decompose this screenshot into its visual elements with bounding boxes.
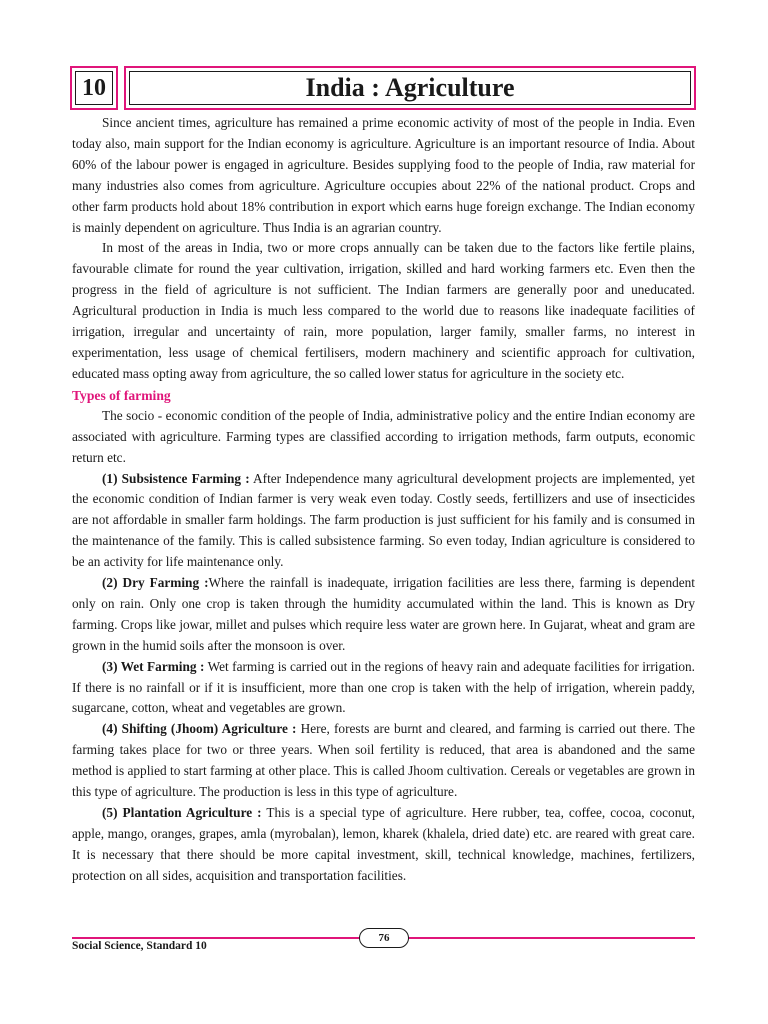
footer-book-title: Social Science, Standard 10 <box>72 940 207 952</box>
farming-type-text: Where the rainfall is inadequate, irrigation facilities are less there, farming is dependent only on rain. Only one crop is taken through the humidity accumulated within the land. This is known as Dry farming. Crops like jowar, millet and pulses which require less water are grown here. In Gujarat, wheat and gram are grown in the humid soils after the monsoon is over. <box>72 575 695 653</box>
chapter-header <box>70 66 698 112</box>
page-footer <box>72 928 695 968</box>
farming-type-text: Here, forests are burnt and cleared, and farming is carried out there. The farming takes place for two or three years. When soil fertility is reduced, that area is abandoned and the same method is applied to start farming at other place. This is called Jhoom cultivation. Cereals or vegetables are grown in this type of agriculture. The production is less in this type of agriculture. <box>72 721 695 800</box>
intro-paragraph-1: Since ancient times, agriculture has remained a prime economic activity of most of the people in India. Even today also, main support for the Indian economy is agriculture. Agriculture is an important resource of India. About 60% of the labour power is engaged in agriculture. Besides supplying food to the people of India, raw material for many industries also comes from agriculture. Agriculture occupies about 22% of the national product. Crops and other farm products hold about 18% contribution in export which earns huge foreign exchange. The Indian economy is mainly dependent on agriculture. Thus India is an agrarian country. <box>72 115 695 235</box>
chapter-number: 10 <box>70 66 118 110</box>
farming-type-text: This is a special type of agriculture. Here rubber, tea, coffee, cocoa, coconut, apple, mango, oranges, grapes, amla (myrobalan), lemon, kharek (khalela, dried date) etc. are reared with great care. It is necessary that there should be more capital investment, skill, technical knowledge, machines, fertilizers, protection on all sides, acquisition and transportation facilities. <box>72 805 696 883</box>
page-content <box>72 113 695 887</box>
farming-type-text: After Independence many agricultural development projects are implemented, yet the economic condition of Indian farmer is very weak even today. Costly seeds, fertillizers and use of insecticides are not affordable in smaller farm holdings. The farm production is just sufficient for his family and is consumed in the maintenance of the family. This is called subsistence farming. So even today, Indian agriculture is considered to be an activity for life maintenance only. <box>72 470 695 570</box>
farming-type-label: (4) Shifting (Jhoom) Agriculture : <box>102 721 297 737</box>
farming-type-dry <box>72 573 695 657</box>
farming-type-subsistence <box>72 469 695 574</box>
farming-type-label: (2) Dry Farming : <box>102 575 209 591</box>
farming-type-label: (1) Subsistence Farming : <box>102 470 250 486</box>
farming-type-label: (5) Plantation Agriculture : <box>102 805 262 820</box>
farming-type-shifting <box>72 719 695 803</box>
section-heading: Types of farming <box>72 387 171 403</box>
farming-type-plantation <box>72 803 695 887</box>
types-intro-paragraph: The socio - economic condition of the people of India, administrative policy and the entire Indian economy are associated with agriculture. Farming types are classified according to irrigation methods, farm outputs, economic return etc. <box>72 407 695 465</box>
page-number: 76 <box>359 928 409 948</box>
chapter-title: India : Agriculture <box>124 66 696 110</box>
intro-paragraph-2: In most of the areas in India, two or more crops annually can be taken due to the factors like fertile plains, favourable climate for round the year cultivation, irrigation, skilled and hard working farmers etc. Even then the progress in the field of agriculture is not sufficient. The Indian farmers are generally poor and uneducated. Agricultural production in India is much less compared to the world due to reasons like inadequate facilities of irrigation, irregular and uncertainty of rain, more population, larger family, smaller farms, no interest in experimentation, less usage of chemical fertilisers, modern machinery and scientific approach for cultivation, educated mass opting away from agriculture, the so called lower status for agriculture in the society etc. <box>72 240 695 381</box>
farming-type-wet <box>72 657 695 720</box>
farming-type-text: Wet farming is carried out in the regions of heavy rain and adequate facilities for irrigation. If there is no rainfall or if it is insufficient, more than one crop is taken with the help of irrigation, wherein paddy, sugarcane, cotton, wheat and vegetables are grown. <box>72 658 696 716</box>
farming-type-label: (3) Wet Farming : <box>102 658 205 674</box>
